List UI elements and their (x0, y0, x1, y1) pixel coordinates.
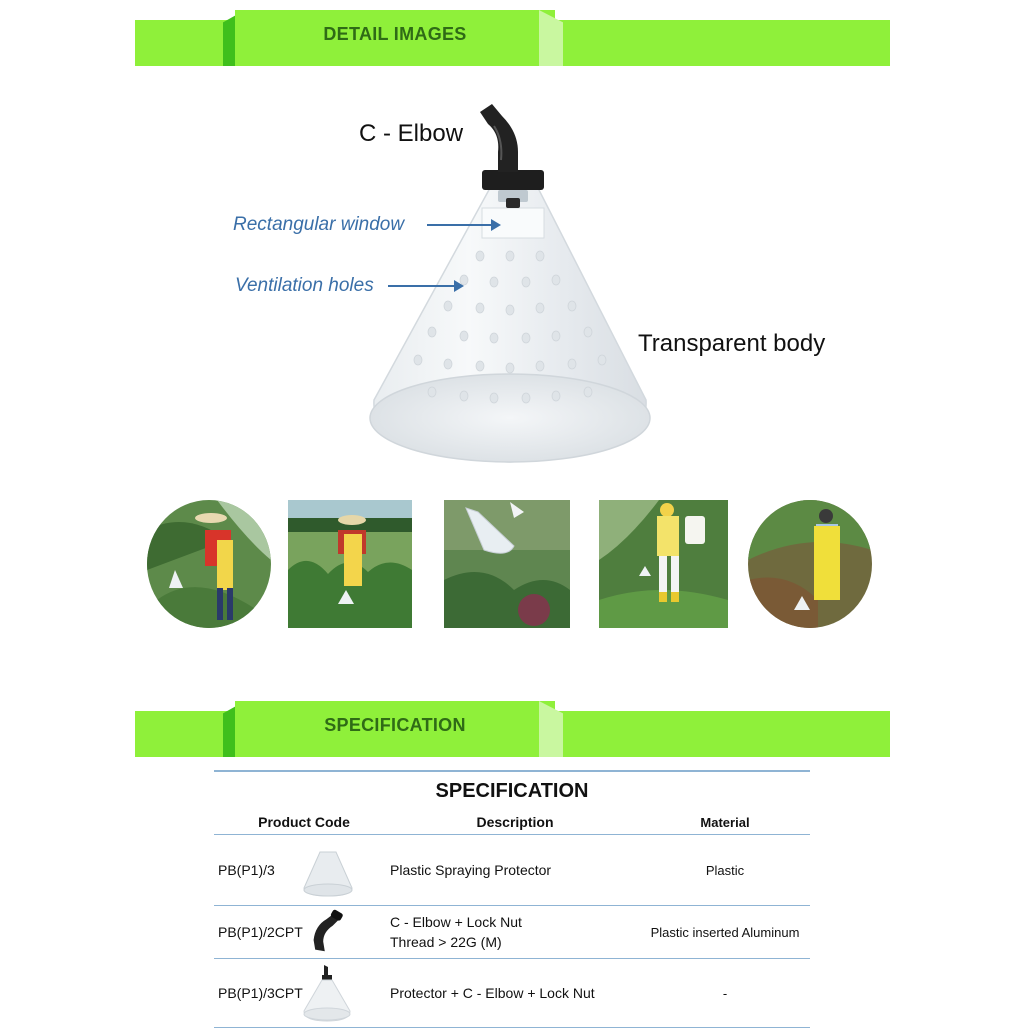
rectangular-window-label: Rectangular window (233, 214, 405, 235)
photo-worker-yellow-apron (748, 500, 872, 628)
transparent-body-label: Transparent body (638, 330, 826, 357)
table-row (214, 834, 810, 905)
ventilation-holes-label: Ventilation holes (235, 275, 374, 296)
specification-banner-title: SPECIFICATION (324, 715, 466, 735)
c-elbow-label: C - Elbow (359, 120, 464, 147)
photo-worker-plantation (288, 500, 412, 628)
product-code: PB(P1)/3CPT (218, 985, 303, 1001)
cone-protector-icon (298, 840, 358, 900)
header-product-code: Product Code (258, 814, 350, 830)
header-description: Description (476, 814, 554, 830)
photo-worker-palm-fronds (147, 500, 271, 628)
table-row (214, 958, 810, 1028)
product-code: PB(P1)/2CPT (218, 924, 303, 940)
table-header (214, 810, 810, 834)
detail-images-title: DETAIL IMAGES (323, 24, 467, 44)
ventilation-holes-arrow (388, 285, 462, 287)
rectangular-window-arrow (427, 224, 499, 226)
product-material: Plastic inserted Aluminum (650, 924, 800, 940)
header-material: Material (700, 814, 750, 830)
table-row (214, 905, 810, 958)
protector-with-elbow-icon (298, 963, 358, 1023)
photo-worker-backpack-sprayer (599, 500, 728, 628)
product-code: PB(P1)/3 (218, 862, 275, 878)
specification-banner (135, 701, 890, 757)
product-description: Plastic Spraying Protector (390, 862, 552, 878)
product-description: C - Elbow + Lock Nut (390, 914, 522, 930)
photo-protector-closeup (444, 500, 570, 628)
detail-images-banner (135, 10, 890, 66)
product-material: Plastic (705, 862, 745, 878)
table-title: SPECIFICATION (435, 780, 589, 802)
product-description-line2: Thread > 22G (M) (390, 934, 502, 950)
product-material: - (722, 985, 728, 1001)
product-description: Protector + C - Elbow + Lock Nut (390, 985, 595, 1001)
specification-table (214, 770, 810, 1028)
c-elbow-icon (298, 908, 358, 956)
